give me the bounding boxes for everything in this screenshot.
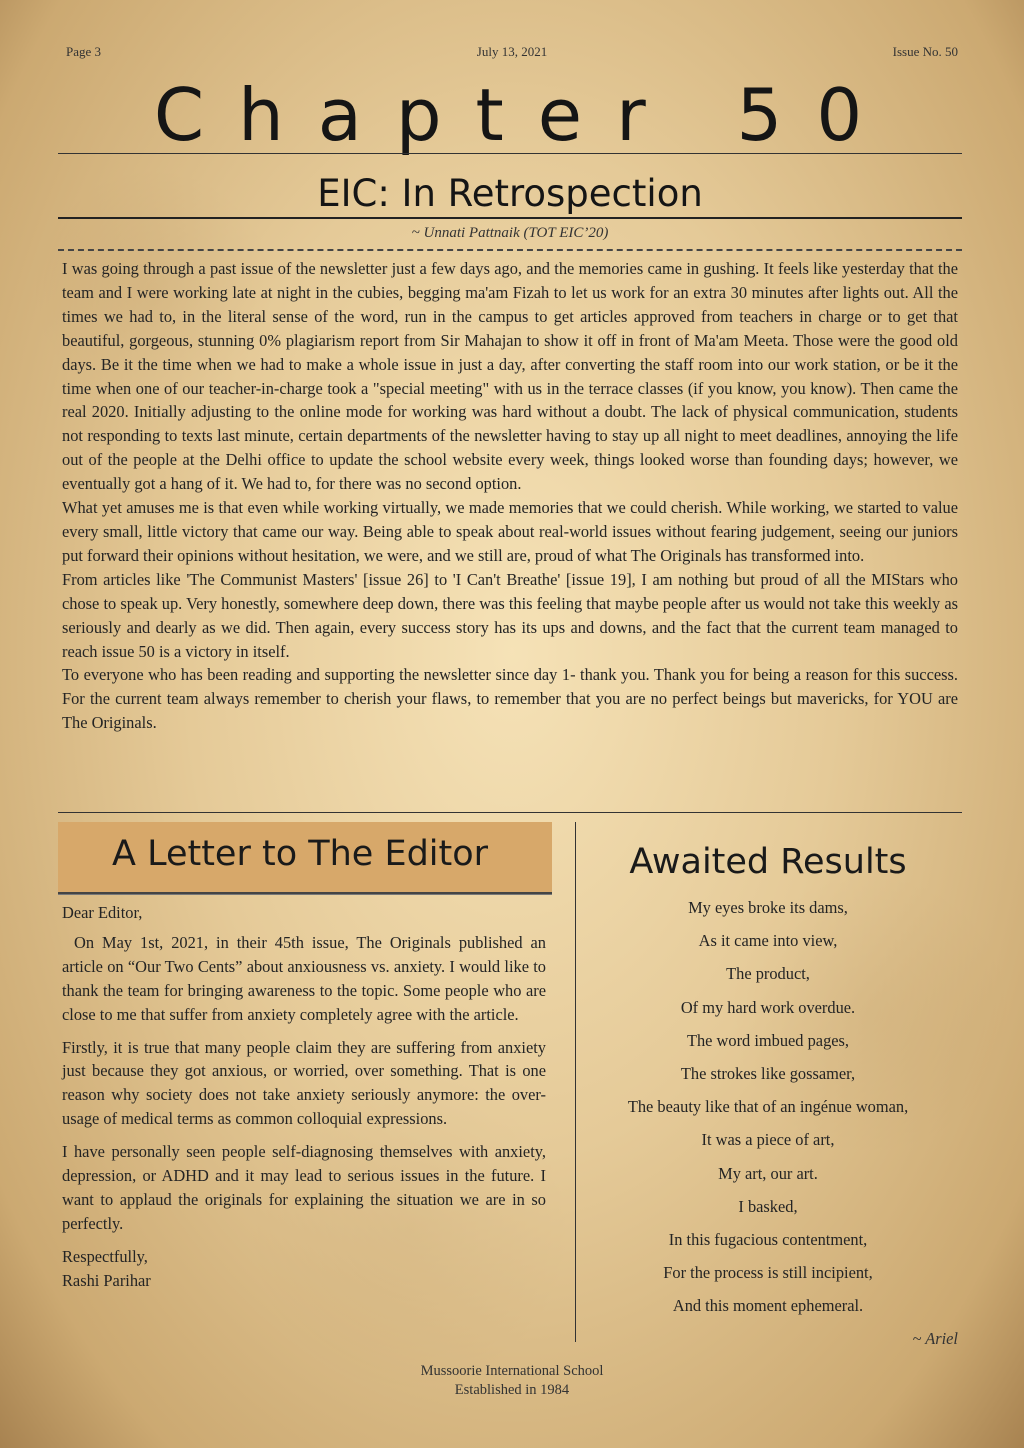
school-established: Established in 1984 <box>454 1382 570 1398</box>
poem-line: My eyes broke its dams, <box>688 898 848 917</box>
poem-line: In this fugacious contentment, <box>668 1229 868 1249</box>
article-paragraph: To everyone who has been reading and supporting the newsletter since day 1- thank you. Thank you for being a reason for this success. For the current team always remember to cherish your flaws, to remember that you are no perfect beings but mavericks, for YOU are The Originals. <box>62 665 958 733</box>
poem-body <box>588 897 948 1328</box>
letter-closing: Respectfully, <box>62 1246 148 1266</box>
poem-heading: Awaited Results <box>629 842 907 882</box>
page-title: Chapter 50 <box>153 73 897 157</box>
poem-line: The word imbued pages, <box>686 1030 850 1050</box>
poem-line: The beauty like that of an ingénue woman, <box>627 1097 909 1117</box>
article-paragraph: From articles like 'The Communist Masters' [issue 26] to 'I Can't Breathe' [issue 19], I am nothing but proud of all the MIStars who chose to speak up. Very honestly, somewhere deep down, there was this feeling that maybe people after us would not take this weekly as seriously and dearly as we did. Then again, every success story has its ups and downs, and the fact that the current team managed to reach issue 50 is a victory in itself. <box>62 569 958 661</box>
letter-signature: Rashi Parihar <box>62 1270 151 1290</box>
feature-article <box>62 257 958 735</box>
feature-heading: EIC: In Retrospection <box>317 172 703 215</box>
poem-author: ~ Ariel <box>912 1329 958 1348</box>
dashed-divider <box>58 249 962 251</box>
page-footer <box>0 1362 1024 1400</box>
poem-line: I basked, <box>738 1196 798 1216</box>
letter-body <box>62 901 546 1293</box>
issue-date: July 13, 2021 <box>476 44 548 59</box>
page-number: Page 3 <box>66 44 102 59</box>
poem-line: The product, <box>726 964 810 984</box>
poem-line: My art, our art. <box>718 1163 818 1183</box>
letter-paragraph: Firstly, it is true that many people claim they are suffering from anxiety just because they got anxious, or worried, over something. That is one reason why society does not take anxiety seriously anymore: the over-usage of medical terms as common colloquial expressions. <box>62 1037 546 1129</box>
letter-salutation: Dear Editor, <box>62 903 143 922</box>
column-divider <box>575 822 576 1342</box>
issue-number: Issue No. 50 <box>892 44 958 59</box>
school-name: Mussoorie International School <box>420 1363 604 1379</box>
article-paragraph: I was going through a past issue of the newsletter just a few days ago, and the memories came in gushing. It feels like yesterday that the team and I were working late at night in the cubies, begging ma'am Fizah to let us work for an extra 30 minutes after lights out. All the times we had to, in the literal sense of the word, run in the campus to get articles approved from teachers in charge or to get that beautiful, gorgeous, stunning 0% plagiarism report from Sir Mahajan to show it off in front of Ma'am Meeta. Those were the good old days. Be it the time when we had to make a whole issue in just a day, after converting the staff room into our work station, or be it the time when one of our teacher-in-charge took a "special meeting" with us in the terrace classes (if you know, you know). Then came the real 2020. Initially adjusting to the online mode for working was hard without a doubt. The lack of physical communication, students not responding to texts last minute, certain departments of the newsletter having to stay up all night to meet deadlines, annoying the life out of the people at the Delhi office to update the school website every week, things looked worse than founding days; however, we eventually got a hang of it. We had to, for there was no second option. <box>62 259 958 494</box>
poem-line: The strokes like gossamer, <box>680 1063 856 1083</box>
title-divider <box>58 153 962 154</box>
poem-line: It was a piece of art, <box>701 1130 835 1150</box>
section-divider <box>58 812 962 813</box>
letter-paragraph: On May 1st, 2021, in their 45th issue, The Originals published an article on “Our Two Cents” about anxiousness vs. anxiety. I would like to thank the team for bringing awareness to the topic. Some people who are close to me that suffer from anxiety completely agree with the article. <box>62 932 546 1024</box>
poem-line: As it came into view, <box>698 931 838 951</box>
poem-line: Of my hard work overdue. <box>680 997 856 1017</box>
letter-heading: A Letter to The Editor <box>112 834 489 874</box>
feature-byline: ~ Unnati Pattnaik (TOT EIC’20) <box>411 225 609 241</box>
poem-line: And this moment ephemeral. <box>672 1296 864 1316</box>
letter-heading-box <box>58 822 552 894</box>
poem-line: For the process is still incipient, <box>663 1263 873 1283</box>
feature-heading-rule <box>58 217 962 219</box>
letter-paragraph: I have personally seen people self-diagnosing themselves with anxiety, depression, or ADHD and it may lead to serious issues in the future. I want to applaud the originals for explaining the situation we are in so perfectly. <box>62 1142 546 1233</box>
article-paragraph: What yet amuses me is that even while working virtually, we made memories that we could cherish. While working, we started to value every small, little victory that came our way. Being able to speak about real-world issues without fearing judgement, seeing our juniors put forward their opinions without hesitation, we were, and we still are, proud of what The Originals has transformed into. <box>62 498 958 565</box>
